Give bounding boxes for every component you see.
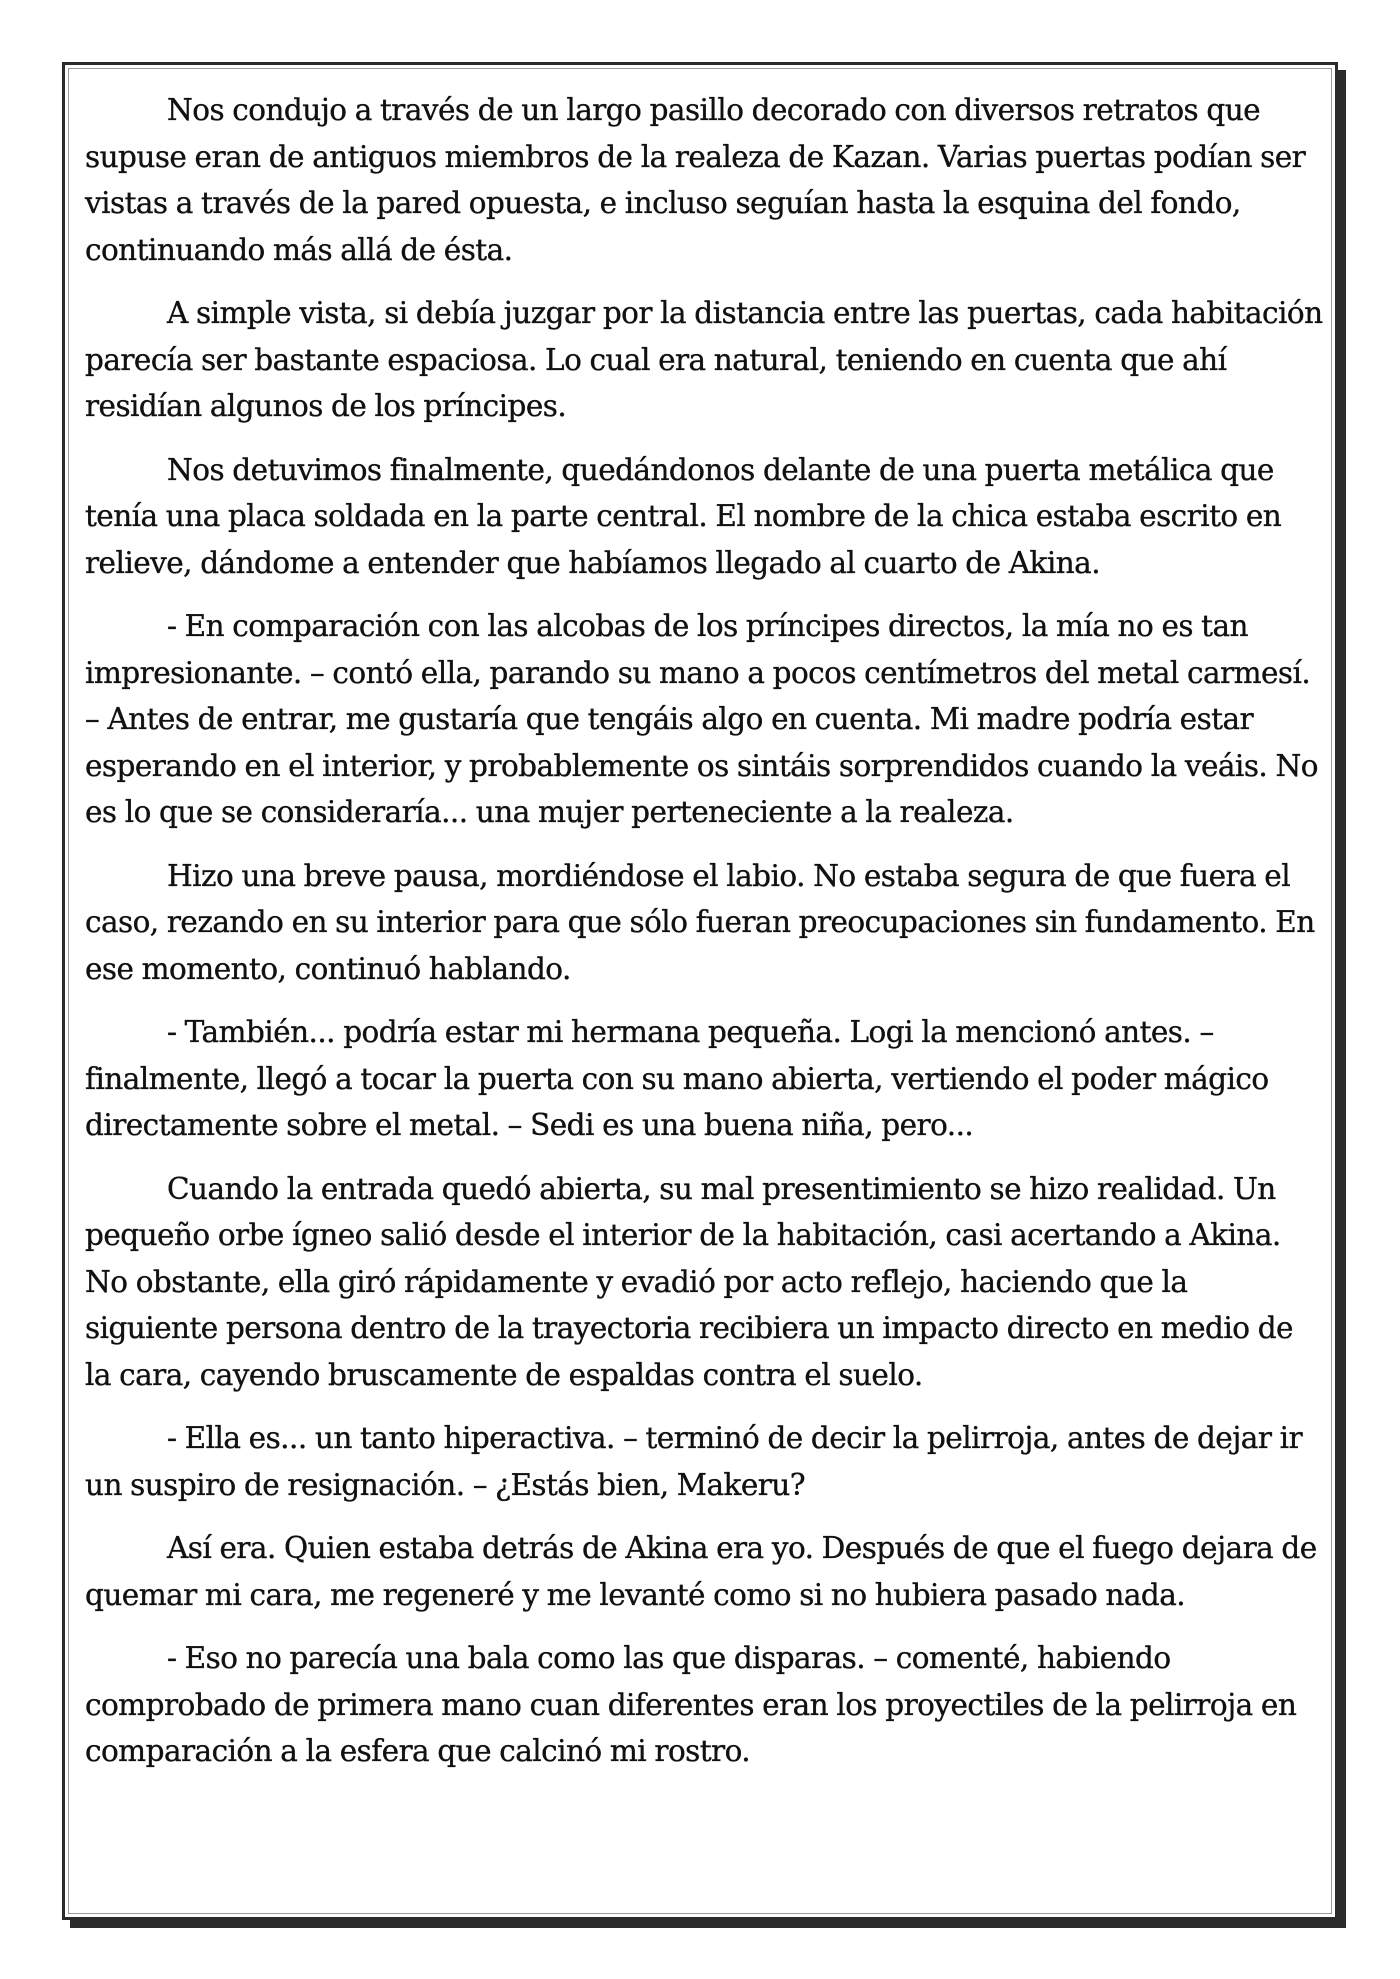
document-body	[85, 87, 1325, 1792]
paragraph-8: - Ella es... un tanto hiperactiva. – terminó de decir la pelirroja, antes de dejar ir un suspiro de resignación. – ¿Estás bien, Makeru?	[85, 1421, 1303, 1502]
paragraph-1: Nos condujo a través de un largo pasillo decorado con diversos retratos que supuse eran de antiguos miembros de la realeza de Kazan. Varias puertas podían ser vistas a través de la pared opuesta, e incluso seguían hasta la esquina del fondo, continuando más allá de ésta.	[85, 93, 1306, 267]
paragraph-7: Cuando la entrada quedó abierta, su mal presentimiento se hizo realidad. Un pequeño orbe ígneo salió desde el interior de la habitación, casi acertando a Akina. No obstante, ella giró rápidamente y evadió por acto reflejo, haciendo que la siguiente persona dentro de la trayectoria recibiera un impacto directo en medio de la cara, cayendo bruscamente de espaldas contra el suelo.	[85, 1171, 1293, 1392]
paragraph-9: Así era. Quien estaba detrás de Akina era yo. Después de que el fuego dejara de quemar mi cara, me regeneré y me levanté como si no hubiera pasado nada.	[85, 1531, 1317, 1612]
paragraph-2: A simple vista, si debía juzgar por la distancia entre las puertas, cada habitación parecía ser bastante espaciosa. Lo cual era natural, teniendo en cuenta que ahí residían algunos de los príncipes.	[85, 296, 1323, 423]
paragraph-3: Nos detuvimos finalmente, quedándonos delante de una puerta metálica que tenía una placa soldada en la parte central. El nombre de la chica estaba escrito en relieve, dándome a entender que habíamos llegado al cuarto de Akina.	[85, 452, 1282, 580]
paragraph-10: - Eso no parecía una bala como las que disparas. – comenté, habiendo comprobado de primera mano cuan diferentes eran los proyectiles de la pelirroja en comparación a la esfera que calcinó mi rostro.	[85, 1641, 1297, 1768]
paragraph-5: Hizo una breve pausa, mordiéndose el labio. No estaba segura de que fuera el caso, rezando en su interior para que sólo fueran preocupaciones sin fundamento. En ese momento, continuó hablando.	[85, 858, 1315, 986]
page-frame	[62, 62, 1338, 1920]
paragraph-6: - También... podría estar mi hermana pequeña. Logi la mencionó antes. – finalmente, llegó a tocar la puerta con su mano abierta, vertiendo el poder mágico directamente sobre el metal. – Sedi es una buena niña, pero...	[85, 1015, 1269, 1142]
paragraph-4: - En comparación con las alcobas de los príncipes directos, la mía no es tan impresionante. – contó ella, parando su mano a pocos centímetros del metal carmesí. – Antes de entrar, me gustaría que tengáis algo en cuenta. Mi madre podría estar esperando en el interior, y probablemente os sintáis sorprendidos cuando la veáis. No es lo que se consideraría... una mujer perteneciente a la realeza.	[85, 609, 1318, 829]
